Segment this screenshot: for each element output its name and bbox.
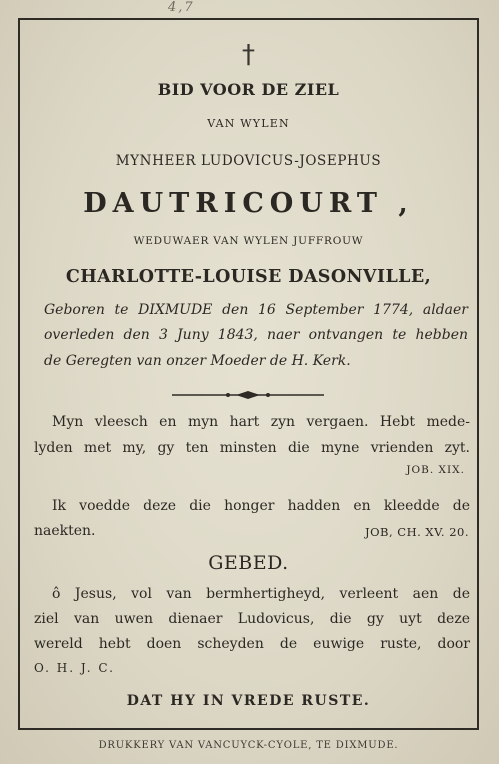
verse-1-line-2: lyden met my, gy ten minsten die myne vrienden zyt.	[34, 440, 470, 456]
ornamental-divider	[172, 391, 324, 399]
cross-icon: †	[242, 40, 255, 70]
birth-line-2: overleden den 3 Juny 1843, naer ontvangen te hebben	[44, 327, 468, 343]
prayer-line-1: ô Jesus, vol van bermhertigheyd, verleent aen de	[52, 586, 470, 602]
pencil-note: 4,7	[168, 0, 195, 15]
verse-2-line-1: Ik voedde deze die honger hadden en kleedde de	[52, 498, 470, 514]
spouse-name: CHARLOTTE-LOUISE DASONVILLE,	[65, 267, 432, 287]
deceased-first-names: MYNHEER LUDOVICUS-JOSEPHUS	[115, 153, 382, 169]
verse-1-reference: JOB. XIX.	[406, 464, 465, 476]
prayer-line-3: wereld hebt doen scheyden de euwige ruste, door	[34, 636, 470, 652]
widower-line: WEDUWAER VAN WYLEN JUFFROUW	[133, 235, 364, 247]
verse-2-reference: JOB, CH. XV. 20.	[364, 525, 469, 539]
verse-1-line-1: Myn vleesch en myn hart zyn vergaen. Hebt mede-	[52, 414, 470, 430]
deceased-surname: DAUTRICOURT ,	[83, 188, 414, 219]
prayer-title: GEBED.	[208, 552, 289, 574]
van-wylen-line: VAN WYLEN	[207, 117, 290, 130]
prayer-line-4: O. H. J. C.	[34, 661, 115, 675]
printer-imprint: DRUKKERY VAN VANCUYCK-CYOLE, TE DIXMUDE.	[98, 740, 399, 751]
verse-2-line-2: naekten.	[34, 523, 96, 539]
prayer-heading: BID VOOR DE ZIEL	[157, 80, 340, 99]
birth-line-1: Geboren te DIXMUDE den 16 September 1774, aldaer	[44, 302, 468, 318]
prayer-line-2: ziel van uwen dienaer Ludovicus, die gy uyt deze	[34, 611, 470, 627]
closing-line: DAT HY IN VREDE RUSTE.	[126, 693, 371, 709]
birth-line-3: de Geregten van onzer Moeder de H. Kerk.	[44, 353, 351, 369]
